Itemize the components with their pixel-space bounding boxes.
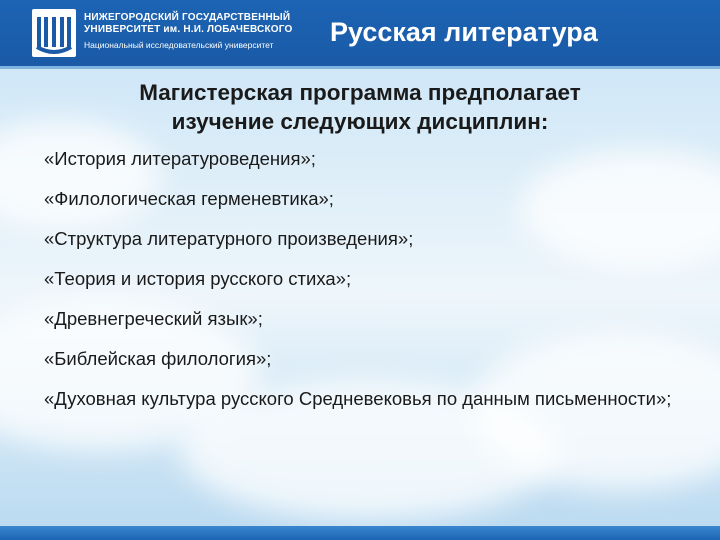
list-item: «Библейская филология»; xyxy=(44,348,272,369)
list-item: «Структура литературного произведения»; xyxy=(44,228,414,249)
footer-bar xyxy=(0,526,720,540)
list-item: «Древнегреческий язык»; xyxy=(44,308,263,329)
section-heading-line1: Магистерская программа предполагает xyxy=(139,80,581,105)
university-name-line3: Национальный исследовательский университет xyxy=(84,40,274,50)
section-heading-line2: изучение следующих дисциплин: xyxy=(171,109,549,134)
list-item: «Теория и история русского стиха»; xyxy=(44,268,352,289)
header-divider xyxy=(0,66,720,69)
list-item: «Духовная культура русского Средневековья по данным письменности»; xyxy=(44,388,672,409)
university-name-line2: УНИВЕРСИТЕТ им. Н.И. ЛОБАЧЕВСКОГО xyxy=(84,24,293,35)
university-logo-icon xyxy=(32,9,76,57)
header-bar xyxy=(0,0,720,66)
section-heading xyxy=(60,78,660,136)
list-item: «История литературоведения»; xyxy=(44,148,316,169)
discipline-list xyxy=(44,148,704,428)
university-name xyxy=(84,12,292,51)
list-item: «Филологическая герменевтика»; xyxy=(44,188,334,209)
university-name-line1: НИЖЕГОРОДСКИЙ ГОСУДАРСТВЕННЫЙ xyxy=(84,12,291,23)
slide-title: Русская литература xyxy=(330,17,598,47)
